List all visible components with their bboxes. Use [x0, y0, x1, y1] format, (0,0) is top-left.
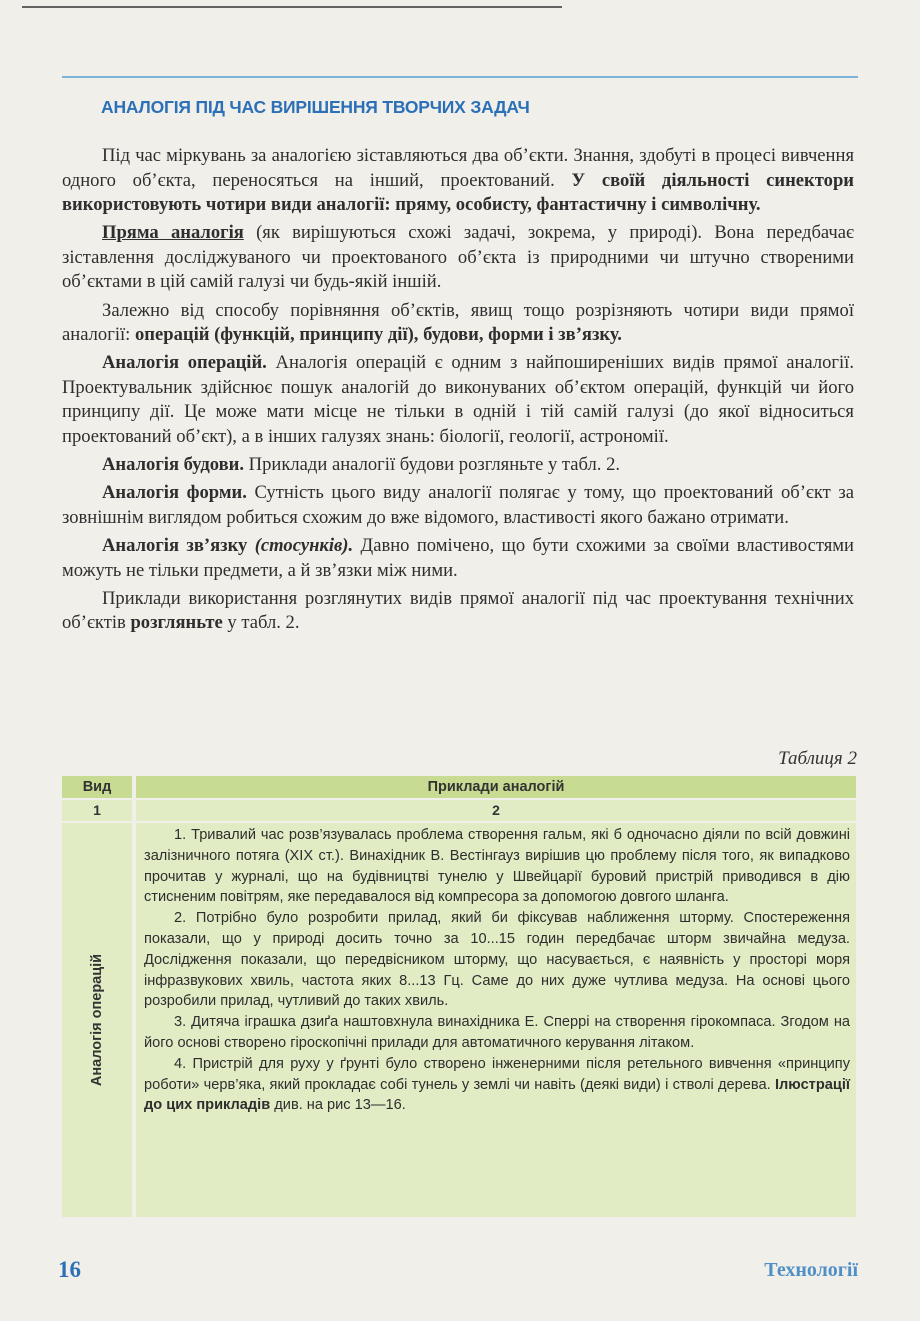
paragraph-7: Аналогія зв’язку (стосунків). Давно помічено, що бути схожими за своїми властивостями можуть не тільки предмети, а й зв’язки між ними.: [62, 534, 854, 581]
footer-title: Технології: [764, 1259, 858, 1281]
table-header-row: [62, 776, 856, 798]
header-examples: Приклади аналогій: [136, 776, 856, 798]
paragraph-1: Під час міркувань за аналогією зіставляються два об’єкти. Знання, здобуті в процесі вивчення одного об’єкта, переносяться на інший, проектований. У своїй діяльності синектори використовують чотири види аналогії: пряму, особисту, фантастичну і символічну.: [62, 145, 855, 216]
paragraph-3: Залежно від способу порівняння об’єктів, явищ тощо розрізняють чотири види прямої аналогії: операцій (функцій, принципу дії), будови, форми і зв’язку.: [62, 299, 854, 346]
top-edge-line: [22, 6, 562, 8]
examples-cell: [136, 823, 856, 1217]
paragraph-2: Пряма аналогія (як вирішуються схожі задачі, зокрема, у природі). Вона передбачає зіставлення досліджуваного чи проектованого об’єкта із природними чи штучно створеними об’єктами в цій самій галузі чи будь-якій іншій.: [62, 222, 854, 293]
main-text: [62, 144, 854, 636]
paragraph-4: Аналогія операцій. Аналогія операцій є одним з найпоширеніших видів прямої аналогії. Проектувальник здійснює пошук аналогій до виконуваних об’єктом операцій, функцій чи його принципу дії. Це може мати місце не тільки в одній і тій самій галузі (до якої відноситься проектований об’єкт), а в інших галузях знань: біології, геології, астрономії.: [62, 352, 855, 448]
column-number-1: 1: [62, 800, 132, 821]
row-type-label: Аналогія операцій: [89, 953, 105, 1087]
paragraph-8: Приклади використання розглянутих видів прямої аналогії під час проектування технічних об’єктів розгляньте у табл. 2.: [62, 587, 854, 634]
page-number: 16: [58, 1257, 81, 1282]
example-1: 1. Тривалий час розв’язувалась проблема створення гальм, які б одночасно діяли по всій довжині залізничного потяга (XIX ст.). Винахідник В. Вестінгауз вирішив цю проблему після того, як випадково прочитав у журналі, що на будівництві тунелю у Швейцарії буровий пристрій приводився в дію стисненим повітрям, яке передавалося від компресора за допомогою довгого шланга.: [144, 827, 850, 906]
term-connection-analogy: Аналогія зв’язку: [102, 534, 248, 556]
header-rule: [62, 76, 858, 78]
direct-analogy-types: операцій (функцій, принципу дії), будови, форми і зв’язку.: [134, 324, 622, 346]
paragraph-5: Аналогія будови. Приклади аналогії будови розгляньте у табл. 2.: [102, 454, 621, 476]
term-form-analogy: Аналогія форми.: [102, 482, 247, 504]
analogies-table: [62, 776, 856, 1217]
synectics-types: У своїй діяльності синектори використовують чотири види аналогії: пряму, особисту, фантастичну і символічну.: [62, 169, 855, 216]
example-4: 4. Пристрій для руху у ґрунті було створено інженерними після ретельного вивчення «принципу роботи» черв’яка, який прокладає собі тунель у землі чи навіть (деякі види) і стволі дерева. Ілюстрації до цих прикладів див. на рис 13—16.: [144, 1055, 850, 1114]
paragraph-6: Аналогія форми. Сутність цього виду аналогії полягає у тому, що проектований об’єкт за зовнішнім виглядом робиться схожим до вже відомого, властивості якого бажано отримати.: [62, 482, 854, 528]
term-operations-analogy: Аналогія операцій.: [102, 352, 267, 374]
term-direct-analogy: Пряма аналогія: [102, 222, 244, 244]
example-2: 2. Потрібно було розробити прилад, який би фіксував наближення шторму. Спостереження показали, що у природі досить точно за 10...15 годин передбачає шторм звичайна медуза. Дослідження показали, що передвісником шторму, що насувається, є наявність у просторі моря інфразвукових хвиль, частота яких 8...13 Гц. Саме до них дуже чутлива медуза. На основі цього розробили прилад, чутливий до таких хвиль.: [144, 910, 850, 1010]
example-3: 3. Дитяча іграшка дзиґа наштовхнула винахідника Е. Сперрі на створення гірокомпаса. Згодом на його основі створено гіроскопічні прилади для автоматичного керування літаком.: [144, 1014, 850, 1051]
table-row: [62, 823, 856, 1217]
illustrations-reference: Ілюстрації до цих прикладів: [144, 1076, 850, 1114]
table-caption: Таблиця 2: [778, 748, 857, 769]
header-type: Вид: [62, 776, 132, 798]
term-structure-analogy: Аналогія будови.: [102, 454, 245, 476]
table-number-row: [62, 798, 856, 821]
section-heading: АНАЛОГІЯ ПІД ЧАС ВИРІШЕННЯ ТВОРЧИХ ЗАДАЧ: [101, 97, 530, 117]
row-type-cell: [62, 823, 132, 1217]
column-number-2: 2: [136, 800, 856, 821]
